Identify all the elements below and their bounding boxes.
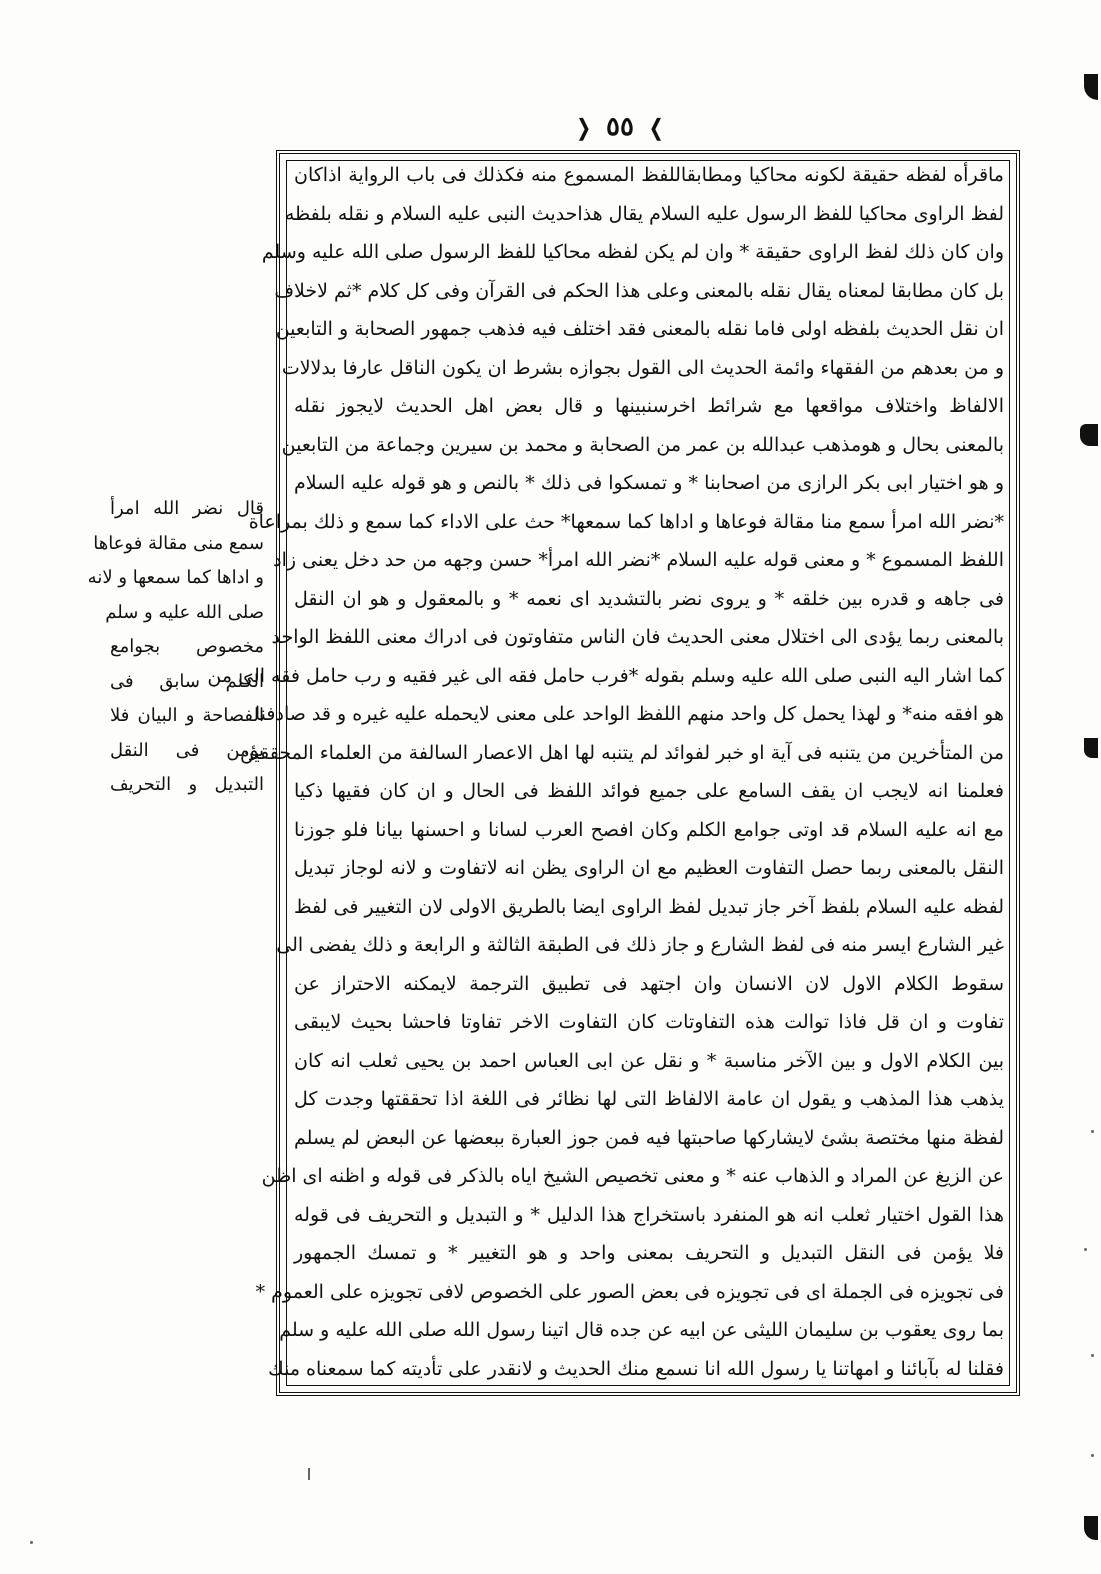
margin-note-line: صلى الله عليه و سلم — [105, 601, 264, 623]
main-text-line: لفظ الراوى محاكيا للفظ الرسول عليه السلام يقال هذاحديث النبى عليه السلام و نقله بلفظه — [284, 202, 1004, 225]
margin-note-line: يؤمن فى النقل — [110, 739, 264, 761]
main-text-line: فى تجويزه فى الجملة اى فى تجويزه فى بعض الصور على الخصوص لافى تجويزه على العموم * — [255, 1280, 1004, 1303]
main-text-line: لفظه عليه السلام بلفظ آخر جاز تبديل لفظ الراوى ايضا بالطريق الاولى لان التغيير فى لفظ — [294, 895, 1004, 918]
margin-note-line: قال نضر الله امرأ — [110, 498, 264, 519]
main-text-line: ان نقل الحديث بلفظه اولى فاما نقله بالمعنى فقد اختلف فيه فذهب جمهور الصحابة و التابعين — [275, 318, 1004, 340]
main-text-line: هذا القول اختيار ثعلب انه هو المنفرد باستخراج هذا الدليل * و التبديل و التحريف فى قوله — [294, 1203, 1004, 1226]
main-text-line: يذهب هذا المذهب و يقول ان عامة الالفاظ التى لها نظائر فى اللغة اذا تحققتها وجدت كل — [294, 1088, 1004, 1110]
main-text-line: مع انه عليه السلام قد اوتى جوامع الكلم وكان افصح العرب لسانا و احسنها بيانا فلو جوزنا — [294, 818, 1004, 841]
main-text-line: وان كان ذلك لفظ الراوى حقيقة * وان لم يكن لفظه محاكيا للفظ الرسول صلى الله عليه وسلم — [261, 241, 1004, 263]
scan-speck — [1091, 1130, 1094, 1133]
main-text-line: و هو اختيار ابى بكر الرازى من اصحابنا * و تمسكوا فى ذلك * بالنص و هو قوله عليه السلام — [294, 472, 1004, 494]
scan-speck — [1091, 1454, 1094, 1457]
margin-note-line: سمع منى مقالة فوعاها — [93, 532, 264, 554]
main-text-line: الالفاظ واختلاف مواقعها مع شرائط اخرسنبينها و قال بعض اهل الحديث لايجوز نقله — [294, 395, 1004, 417]
main-text-line: اللفظ المسموع * و معنى قوله عليه السلام *نضر الله امرأ* حسن وجهه من حد دخل يعنى زاد — [273, 549, 1004, 571]
margin-note-line: الكلم سابق فى — [110, 670, 264, 692]
scan-edge-mark — [1080, 424, 1098, 446]
margin-note-line: مخصوص بجوامع — [110, 636, 264, 657]
main-text-line: فعلمنا انه لايجب ان يقف السامع على جميع فوائد اللفظ فى الحال و ان كان فقيها ذكيا — [294, 780, 1004, 802]
scan-speck — [30, 1541, 33, 1544]
main-text-line: بما روى يعقوب بن سليمان الليثى عن ابيه عن جده قال اتينا رسول الله صلى الله عليه و سلم — [279, 1319, 1004, 1341]
main-text-line: بالمعنى بحال و هومذهب عبدالله بن عمر من الصحابة و محمد بن سيرين وجماعة من التابعين — [281, 433, 1004, 456]
margin-note-line: التبديل و التحريف — [110, 774, 264, 795]
margin-note-line: و اداها كما سمعها و لانه — [87, 567, 264, 588]
main-text-line: *نضر الله امرأ سمع منا مقالة فوعاها و اداها كما سمعها* حث على الاداء كما سمع و ذلك بمراعاة — [248, 510, 1004, 533]
scan-speck — [308, 1468, 310, 1480]
main-text-block — [207, 156, 1012, 1388]
main-text-line: غير الشارع ايسر منه فى لفظ الشارع و جاز ذلك فى الطبقة الثالثة و الرابعة و ذلك يفضى الى — [276, 934, 1004, 956]
ornament-right: ❭ — [647, 115, 666, 141]
main-text-line: هو افقه منه* و لهذا يحمل كل واحد منهم اللفظ الواحد على معنى لايحمله عليه غيره و قد صادفنا — [254, 703, 1004, 725]
page-number — [560, 112, 680, 142]
main-text-line: بل كان مطابقا لمعناه يقال نقله بالمعنى وعلى هذا الحكم فى القرآن وفى كل كلام *ثم لاخلاف — [274, 279, 1004, 302]
main-text-line: فى جاهه و قدره بين خلقه * و يروى نضر بالتشديد اى نعمه * و بالمعقول و هو ان النقل — [294, 587, 1004, 610]
main-text-line: سقوط الكلام الاول لان الانسان وان اجتهد فى تطبيق الترجمة لايمكنه الاحتراز عن — [294, 972, 1004, 995]
main-text-line: و من بعدهم من الفقهاء وائمة الحديث الى القول بجوازه بشرط ان يكون الناقل عارفا بدلالات — [281, 356, 1004, 379]
main-text-line: بين الكلام الاول و بين الآخر مناسبة * و نقل عن ابى العباس احمد بن يحيى ثعلب انه كان — [294, 1049, 1004, 1072]
main-text-line: تفاوت و ان قل فاذا توالت هذه التفاوتات كان التفاوت الاخر تفاوتا فاحشا بحيث لايبقى — [294, 1011, 1004, 1033]
scan-edge-mark — [1084, 738, 1098, 758]
main-text-line: عن الزيغ عن المراد و الذهاب عنه * و معنى تخصيص الشيخ اياه بالذكر فى قوله و اظنه اى اظن — [261, 1165, 1004, 1187]
scan-edge-mark — [1084, 74, 1098, 100]
margin-note-line: الفصاحة و البيان فلا — [110, 705, 264, 726]
page-number-value: ٥٥ — [606, 112, 634, 142]
main-text-line: ماقرأه لفظه حقيقة لكونه محاكيا ومطابقاللفظ المسموع منه فكذلك فى باب الرواية اذاكان — [294, 164, 1004, 186]
scan-speck — [1084, 1248, 1087, 1251]
main-text-line: لفظة منها مختصة بشئ لايشاركها صاحبتها فيه فمن جوز العبارة ببعضها عن البعض لم يسلم — [294, 1126, 1004, 1149]
margin-note — [87, 492, 264, 803]
scan-speck — [1091, 1354, 1094, 1357]
main-text-line: النقل بالمعنى ربما حصل التفاوت العظيم مع ان الراوى يظن انه لاتفاوت و لانه لوجاز تبديل — [294, 857, 1004, 879]
main-text-line: فلا يؤمن فى النقل التبديل و التحريف بمعنى واحد و هو التغيير * و تمسك الجمهور — [294, 1242, 1004, 1264]
main-text-line: بالمعنى ربما يؤدى الى اختلال معنى الحديث فان الناس متفاوتون فى ادراك معنى اللفظ الواحد — [271, 626, 1004, 648]
ornament-left: ❬ — [574, 115, 593, 141]
main-text-line: من المتأخرين من يتنبه فى آية او خبر لفوائد لم يتنبه لها اهل الاعصار السالفة من العلماء المحققين — [239, 741, 1004, 764]
main-text-line: كما اشار اليه النبى صلى الله عليه وسلم بقوله *فرب حامل فقه الى غير فقيه و رب حامل فقه الى من — [207, 664, 1004, 687]
scan-edge-mark — [1084, 1516, 1098, 1540]
main-text-line: فقلنا له بآبائنا و امهاتنا يا رسول الله انا نسمع منك الحديث و لانقدر على تأديته كما سمعناه منك — [268, 1357, 1004, 1380]
